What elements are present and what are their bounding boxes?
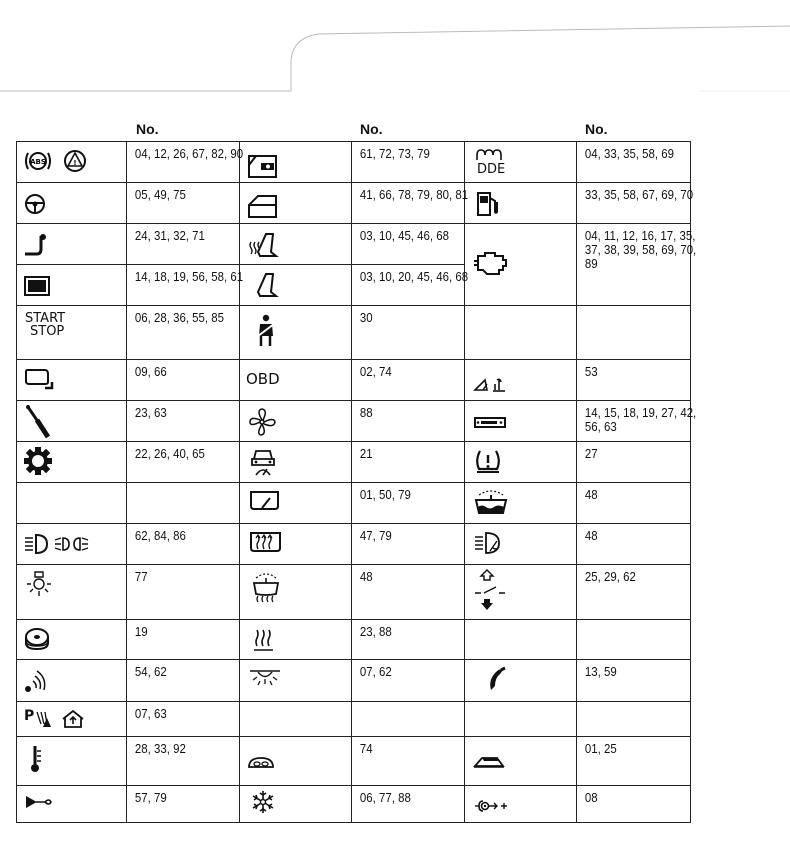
seat-heating-icon [246, 230, 286, 262]
fuse-numbers-cell [127, 620, 240, 660]
fuse-numbers-cell [577, 786, 691, 823]
fuse-numbers: 04, 11, 12, 16, 17, 35, 37, 38, 39, 58, 69, 70, 89 [584, 228, 697, 271]
fuse-numbers-cell [352, 660, 465, 702]
door-key-icon [246, 150, 286, 180]
symbol-cell [465, 401, 577, 442]
phone-icon [487, 666, 517, 696]
sheet-tab-outline [0, 0, 790, 100]
fuse-numbers-cell [352, 442, 465, 483]
symbol-cell [17, 401, 127, 442]
snowflake-icon [250, 789, 280, 819]
fuse-numbers-cell [127, 142, 244, 183]
fuse-numbers: 33, 35, 58, 67, 69, 70 [584, 187, 694, 202]
fuse-numbers: 54, 62 [134, 664, 167, 679]
table-row [17, 702, 691, 737]
fuse-numbers: 05, 49, 75 [134, 187, 186, 202]
fuse-numbers: 01, 50, 79 [359, 487, 411, 502]
symbol-cell [17, 565, 127, 620]
symbol-cell [465, 483, 577, 524]
fuse-numbers: 27 [584, 446, 598, 461]
window-lift-icon [473, 567, 507, 615]
fuse-numbers-cell [352, 401, 465, 442]
table-row [17, 565, 691, 620]
symbol-cell [17, 620, 127, 660]
column-header-no: No. [136, 121, 159, 137]
fuse-numbers: 03, 10, 45, 46, 68 [359, 228, 449, 243]
column-header-no: No. [360, 121, 383, 137]
symbol-cell [240, 702, 352, 737]
interior-light-icon [23, 569, 57, 603]
fuse-numbers-cell [577, 360, 691, 401]
fuse-numbers-cell [127, 183, 240, 224]
dde-label: DDE [477, 162, 506, 177]
seatbelt-icon [254, 314, 284, 350]
symbol-cell [465, 442, 577, 483]
fuse-numbers-cell [127, 483, 240, 524]
symbol-cell [465, 702, 577, 737]
fuse-numbers-cell [352, 786, 465, 823]
fuse-numbers-cell [577, 524, 691, 565]
socket-icon [473, 796, 513, 816]
light-icon [248, 665, 282, 691]
symbol-cell [465, 565, 577, 620]
thermometer-icon [29, 743, 59, 777]
table-row [17, 183, 691, 224]
sunroof-icon [473, 752, 513, 772]
fuse-numbers: 06, 77, 88 [359, 790, 411, 805]
symbol-cell [465, 620, 577, 660]
table-row [17, 142, 691, 183]
fuse-numbers-cell [352, 565, 465, 620]
fuse-numbers: 48 [584, 487, 598, 502]
symbol-cell [465, 660, 577, 702]
fuse-numbers: 77 [134, 569, 148, 584]
obd-label: OBD [246, 370, 280, 388]
symbol-cell [465, 360, 577, 401]
fuse-numbers-cell [577, 306, 691, 360]
fuse-numbers-cell [352, 360, 465, 401]
fuse-numbers-cell [352, 620, 465, 660]
wiper-arm-icon [23, 232, 53, 262]
fuse-numbers-cell [127, 306, 240, 360]
symbol-cell [240, 306, 352, 360]
fuse-numbers: 07, 63 [134, 706, 167, 721]
fuse-numbers: 14, 15, 18, 19, 27, 42, 56, 63 [584, 405, 697, 434]
symbol-cell [17, 265, 127, 306]
symbol-cell [240, 265, 352, 306]
symbol-cell [17, 306, 127, 360]
fuse-numbers-cell [127, 737, 240, 786]
fuse-numbers-cell [577, 483, 691, 524]
seat-icon [246, 270, 286, 302]
fuse-numbers-cell [352, 265, 469, 306]
start-label: START [25, 311, 66, 326]
fuse-numbers: 57, 79 [134, 790, 167, 805]
symbol-cell [17, 224, 127, 265]
stop-label: STOP [30, 324, 65, 339]
symbol-cell [17, 737, 127, 786]
fuse-numbers: 53 [584, 364, 598, 379]
symbol-cell [240, 737, 352, 786]
symbol-cell [240, 401, 352, 442]
fuse-numbers: 48 [584, 528, 598, 543]
display-icon [23, 273, 53, 303]
fuse-numbers: 04, 33, 35, 58, 69 [584, 146, 674, 161]
symbol-cell [17, 702, 127, 737]
headlight-icon [23, 531, 103, 559]
fuse-numbers-cell [577, 401, 697, 442]
gear-icon [23, 446, 55, 478]
windshield-washer-icon [248, 568, 284, 608]
symbol-cell [17, 524, 127, 565]
radio-icon [473, 414, 513, 434]
glow-plug-icon [473, 148, 513, 162]
trunk-lid-icon [473, 372, 513, 396]
symbol-cell [240, 183, 352, 224]
fuse-numbers-cell [577, 224, 697, 306]
fuse-numbers: 14, 18, 19, 56, 58, 61 [134, 269, 244, 284]
fuse-numbers-cell [577, 565, 691, 620]
symbol-cell [17, 142, 127, 183]
symbol-cell [465, 524, 577, 565]
fuse-numbers-cell [352, 737, 465, 786]
fuse-numbers-cell [127, 224, 240, 265]
fuse-numbers [127, 483, 249, 488]
engine-icon [473, 248, 513, 278]
park-distance-label: P [24, 708, 35, 724]
fuse-numbers-cell [352, 702, 465, 737]
fuse-numbers-cell [577, 620, 691, 660]
symbol-cell [465, 183, 577, 224]
abs-warning-icon [23, 148, 93, 178]
symbol-cell [240, 360, 352, 401]
fuse-numbers-cell [127, 565, 240, 620]
table-row [17, 620, 691, 660]
car-gauge-icon [250, 445, 282, 479]
table-row [17, 483, 691, 524]
fuse-numbers-cell [127, 524, 240, 565]
fuse-numbers-cell [127, 660, 240, 702]
fuse-numbers: 06, 28, 36, 55, 85 [134, 310, 224, 325]
symbol-cell [465, 142, 577, 183]
fuse-numbers: 41, 66, 78, 79, 80, 81 [359, 187, 469, 202]
horn-icon [23, 792, 59, 816]
heating-icon [252, 626, 282, 656]
fuse-numbers-cell [127, 786, 240, 823]
symbol-cell [465, 786, 577, 823]
symbol-cell [17, 483, 127, 524]
symbol-cell [465, 306, 577, 360]
fuse-numbers-cell [577, 442, 691, 483]
symbol-cell [240, 620, 352, 660]
fuse-numbers: 19 [134, 624, 148, 639]
door-icon [246, 191, 286, 221]
fuse-numbers: 03, 10, 20, 45, 46, 68 [359, 269, 469, 284]
fuse-numbers-cell [352, 524, 465, 565]
column-header-no: No. [585, 121, 608, 137]
fuse-numbers-cell [352, 483, 465, 524]
table-row [17, 786, 691, 823]
headlight-washer-icon [473, 529, 513, 559]
symbol-cell [17, 786, 127, 823]
washer-fluid-icon [473, 486, 509, 518]
mirror-icon [23, 366, 57, 396]
fuse-numbers-cell [352, 183, 469, 224]
fuse-numbers: 13, 59 [584, 664, 617, 679]
fuse-numbers [352, 702, 474, 707]
symbol-cell [240, 142, 352, 183]
fuse-numbers: 61, 72, 73, 79 [359, 146, 430, 161]
table-row [17, 401, 691, 442]
fuse-numbers-cell [127, 265, 244, 306]
cd-changer-icon [23, 625, 55, 655]
fuse-numbers: 04, 12, 26, 67, 82, 90 [134, 146, 244, 161]
fuse-numbers-cell [352, 224, 465, 265]
fuse-numbers: 23, 63 [134, 405, 167, 420]
fuse-numbers-cell [577, 660, 691, 702]
rear-defrost-icon [248, 530, 286, 558]
steering-wheel-icon [23, 192, 53, 222]
fuse-numbers [577, 620, 700, 625]
tire-pressure-icon [473, 447, 507, 477]
fuse-numbers: 08 [584, 790, 598, 805]
rear-wiper-icon [248, 489, 284, 517]
symbol-cell [17, 360, 127, 401]
antenna-icon [23, 666, 53, 696]
fuse-numbers: 21 [359, 446, 373, 461]
fuse-numbers: 74 [359, 741, 373, 756]
symbol-cell [465, 224, 577, 306]
fuse-numbers: 47, 79 [359, 528, 392, 543]
symbol-cell [240, 565, 352, 620]
symbol-cell [17, 660, 127, 702]
fuse-numbers-cell [352, 142, 465, 183]
table-row [17, 306, 691, 360]
fuse-numbers-cell [577, 142, 691, 183]
fuse-numbers: 23, 88 [359, 624, 392, 639]
fuse-numbers-cell [577, 183, 694, 224]
symbol-cell [240, 786, 352, 823]
fuse-numbers-cell [127, 401, 240, 442]
table-row [17, 737, 691, 786]
fuse-numbers: 30 [359, 310, 373, 325]
fuse-numbers-cell [352, 306, 465, 360]
fuse-numbers-cell [127, 442, 240, 483]
fuse-table [16, 141, 697, 823]
park-distance-garage-icon [35, 706, 105, 732]
table-row [17, 524, 691, 565]
fuse-numbers-cell [577, 702, 691, 737]
symbol-cell [240, 442, 352, 483]
svg-text:!: ! [73, 159, 77, 167]
fuse-numbers-cell [127, 360, 240, 401]
fuse-numbers: 09, 66 [134, 364, 167, 379]
shock-absorber-icon [23, 404, 53, 440]
table-row [17, 224, 691, 265]
fuse-numbers-cell [577, 737, 691, 786]
fuse-numbers: 01, 25 [584, 741, 617, 756]
table-row [17, 442, 691, 483]
symbol-cell [240, 483, 352, 524]
table-row [17, 660, 691, 702]
fuse-numbers: 22, 26, 40, 65 [134, 446, 205, 461]
table-row [17, 360, 691, 401]
fuse-numbers-cell [127, 702, 240, 737]
fuse-numbers [577, 702, 700, 707]
symbol-cell [17, 442, 127, 483]
fuse-numbers: 07, 62 [359, 664, 392, 679]
fuse-numbers: 24, 31, 32, 71 [134, 228, 205, 243]
symbol-cell [240, 660, 352, 702]
symbol-cell [465, 737, 577, 786]
svg-text:ABS: ABS [30, 158, 46, 166]
fuse-numbers: 25, 29, 62 [584, 569, 636, 584]
symbol-cell [17, 183, 127, 224]
fuse-numbers: 48 [359, 569, 373, 584]
fuse-numbers: 88 [359, 405, 373, 420]
fuse-numbers: 02, 74 [359, 364, 392, 379]
lamp-icon [246, 754, 286, 774]
fuel-pump-icon [475, 190, 505, 220]
symbol-cell [240, 224, 352, 265]
fuse-numbers [577, 306, 700, 311]
symbol-cell [240, 524, 352, 565]
fuse-numbers: 28, 33, 92 [134, 741, 186, 756]
fuse-numbers: 62, 84, 86 [134, 528, 186, 543]
fan-icon [248, 407, 280, 439]
